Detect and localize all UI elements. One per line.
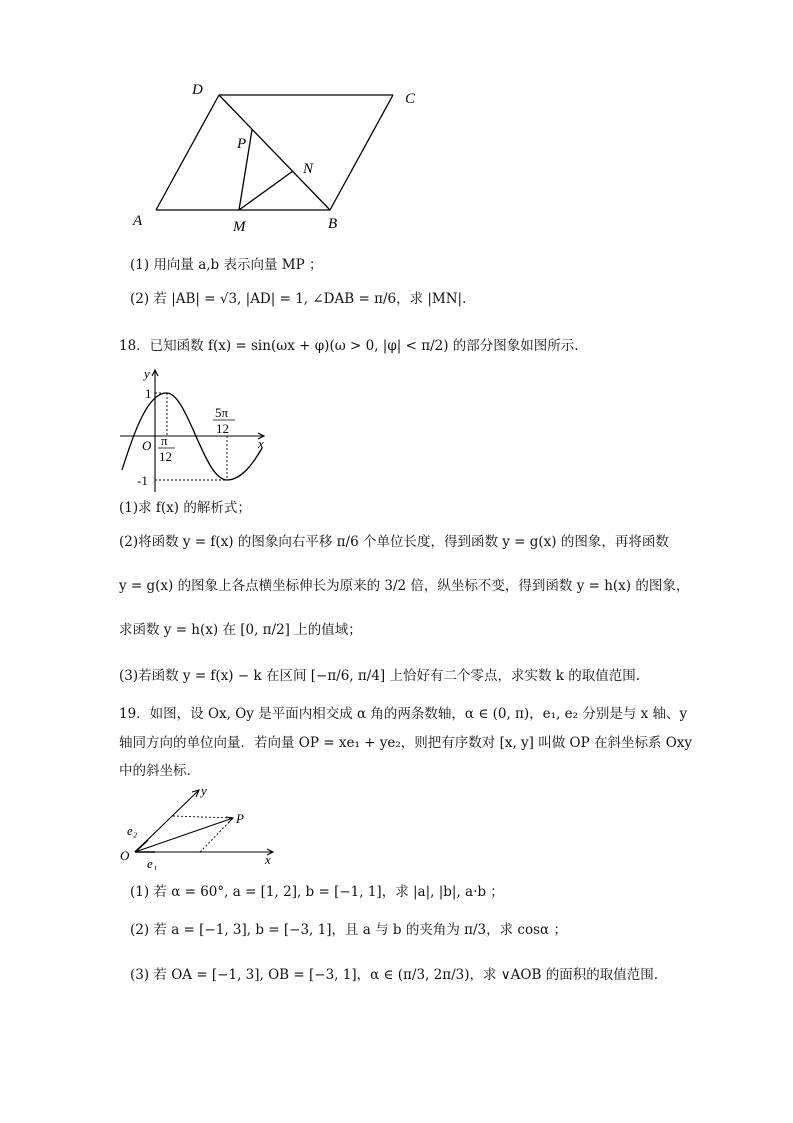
- parallelogram-figure: [125, 75, 435, 240]
- label-N: N: [303, 161, 314, 177]
- p18-part2-line2: y = g(x) 的图象上各点横坐标伸长为原来的 3/2 倍，纵坐标不变，得到函数 y = h(x) 的图象，: [119, 578, 690, 594]
- label-D: D: [192, 82, 203, 98]
- vector-OP: [135, 818, 233, 852]
- graph-y-tick-1: 1: [145, 386, 152, 401]
- label-P: P: [237, 136, 247, 152]
- fig19-e1-label: e₁: [147, 856, 158, 870]
- oblique-coordinate-figure: [115, 780, 285, 870]
- edge-BC: [330, 95, 393, 210]
- sine-graph: [112, 362, 282, 497]
- tick1-denominator: 12: [159, 449, 172, 464]
- p18-part2-line1: (2)将函数 y = f(x) 的图象向右平移 π/6 个单位长度，得到函数 y = g(x) 的图象，再将函数: [119, 534, 669, 550]
- label-M: M: [233, 219, 246, 235]
- p19-stem-line1: 19．如图，设 Ox, Oy 是平面内相交成 α 角的两条数轴，α ∈ (0, π)，e₁, e₂ 分别是与 x 轴、y: [119, 706, 688, 722]
- graph-origin: O: [142, 438, 152, 453]
- label-B: B: [328, 216, 338, 232]
- p19-part2: (2) 若 a = [−1, 3], b = [−3, 1]，且 a 与 b 的夹角为 π/3，求 cosα ；: [130, 922, 567, 938]
- dash-P-parallel-x: [173, 816, 233, 818]
- p18-part3: (3)若函数 y = f(x) − k 在区间 [−π/6, π/4] 上恰好有二个零点，求实数 k 的取值范围.: [119, 668, 641, 684]
- graph-x-label: x: [258, 436, 264, 451]
- edge-AD: [156, 95, 219, 210]
- segment-MN: [239, 171, 293, 210]
- dash-P-parallel-y: [200, 818, 233, 852]
- label-C: C: [405, 91, 416, 107]
- p19-part1: (1) 若 α = 60°, a = [1, 2], b = [−1, 1]，求 |a|, |b|, a·b ；: [130, 884, 504, 900]
- p18-part2-line3: 求函数 y = h(x) 在 [0, π/2] 上的值域；: [119, 622, 362, 638]
- fig19-P-label: P: [236, 811, 244, 826]
- diagonal-DB: [219, 95, 330, 210]
- tick2-denominator: 12: [216, 421, 229, 436]
- tick1-numerator: π: [161, 433, 168, 448]
- label-A: A: [133, 213, 143, 229]
- p19-stem-line3: 中的斜坐标.: [119, 763, 191, 779]
- fig19-y-label: y: [201, 783, 207, 798]
- fig19-x-label: x: [265, 852, 271, 867]
- graph-y-label: y: [144, 366, 150, 381]
- graph-y-tick-neg1: -1: [137, 473, 148, 488]
- fig19-e2-label: e₂: [127, 823, 138, 838]
- p19-part3: (3) 若 OA = [−1, 3], OB = [−3, 1]，α ∈ (π/3, 2π/3)，求 ∨AOB 的面积的取值范围.: [130, 967, 659, 983]
- p17-part1: (1) 用向量 a,b 表示向量 MP ；: [130, 257, 323, 273]
- p18-part1: (1)求 f(x) 的解析式；: [119, 500, 251, 516]
- p19-stem-line2: 轴同方向的单位向量．若向量 OP = xe₁ + ye₂，则把有序数对 [x, y] 叫做 OP 在斜坐标系 Oxy: [119, 735, 693, 751]
- p17-part2: (2) 若 |AB| = √3, |AD| = 1, ∠DAB = π/6，求 |MN|.: [130, 291, 467, 307]
- fig19-origin: O: [120, 848, 130, 863]
- tick2-numerator: 5π: [215, 405, 229, 420]
- p18-stem: 18．已知函数 f(x) = sin(ωx + φ)(ω > 0, |φ| < π/2) 的部分图象如图所示.: [119, 338, 579, 354]
